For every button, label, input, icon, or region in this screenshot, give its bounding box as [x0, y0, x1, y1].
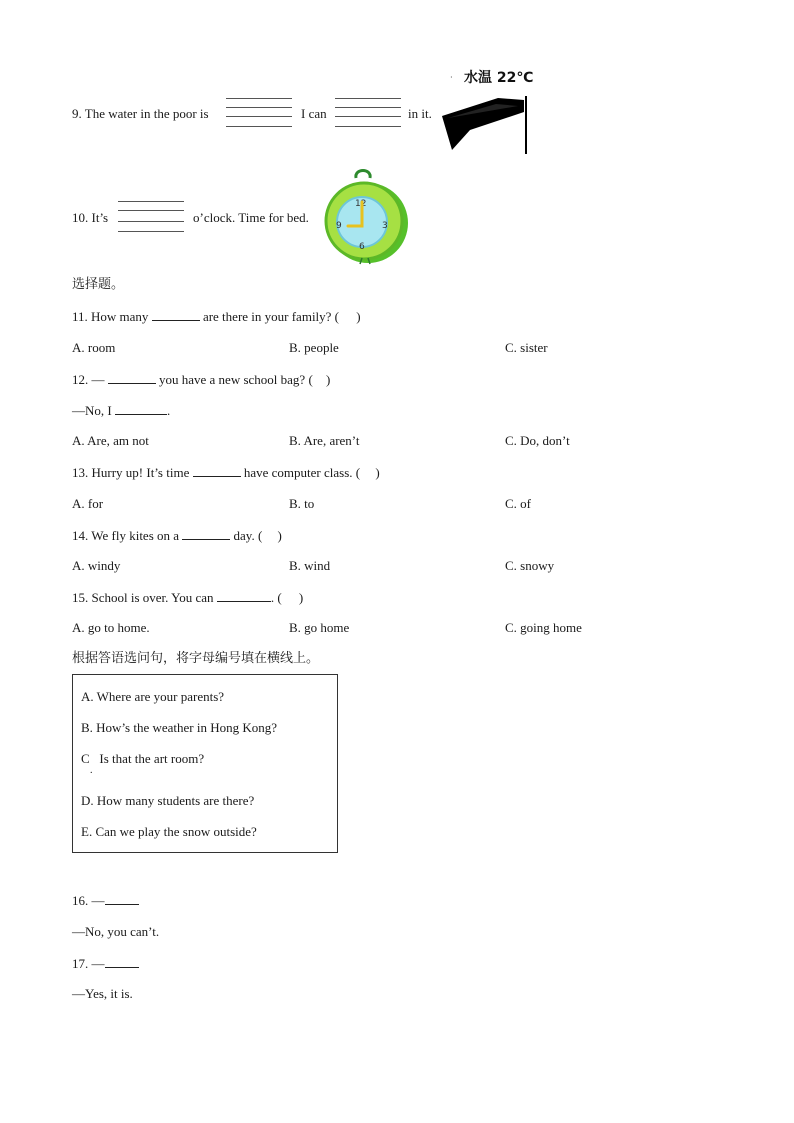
q9-number: 9.	[72, 106, 82, 121]
q15-stem	[72, 589, 303, 606]
q14-option-c[interactable]: C. snowy	[505, 558, 555, 573]
q16-blank[interactable]	[105, 892, 139, 905]
bank-item-b: B. How’s the weather in Hong Kong?	[81, 720, 278, 735]
q11-option-b[interactable]: B. people	[289, 340, 339, 355]
bank-item-e: E. Can we play the snow outside?	[81, 824, 257, 839]
q15-option-c[interactable]: C. going home	[505, 620, 582, 635]
section-match-title: 根据答语选问句，将字母编号填在横线上。	[72, 651, 320, 666]
q9-text-a: The water in the poor is	[84, 106, 209, 121]
q11-stem-b: are there in your family? (	[202, 309, 340, 324]
q12-option-a[interactable]: A. Are, am not	[72, 433, 149, 448]
q13-stem-a: 13. Hurry up! It’s time	[72, 465, 190, 480]
q12-stem-b: you have a new school bag? (	[159, 372, 313, 387]
q14-paren: )	[277, 528, 282, 543]
q14-blank[interactable]	[182, 527, 230, 540]
q13-stem-b: have computer class. (	[243, 465, 361, 480]
clock-hanging-loop	[356, 171, 370, 179]
clock-number-9: 9	[336, 221, 342, 231]
q12-option-b[interactable]: B. Are, aren’t	[289, 433, 360, 448]
q15-option-b[interactable]: B. go home	[289, 620, 350, 635]
q12-option-c[interactable]: C. Do, don’t	[505, 433, 570, 448]
q16-answer: —No, you can’t.	[72, 924, 160, 939]
pool-sign-dot: ·	[450, 73, 453, 82]
q17-answer: —Yes, it is.	[72, 986, 133, 1001]
clock-number-6: 6	[359, 242, 365, 252]
q16-prompt-text: 16. —	[72, 893, 105, 908]
q16-prompt	[72, 892, 139, 909]
q14-stem	[72, 527, 282, 544]
q9-line	[72, 106, 209, 122]
clock-number-12: 12	[355, 199, 367, 209]
q15-stem-b: . (	[270, 590, 282, 605]
q12-blank[interactable]	[108, 371, 156, 384]
q12-paren: )	[326, 372, 331, 387]
q10-line	[72, 210, 108, 226]
q9-text-c: in it.	[408, 106, 432, 121]
bank-item-c: C Is that the art room?	[81, 751, 205, 766]
q12-reply-a: —No, I	[72, 403, 112, 418]
q13-blank[interactable]	[193, 464, 241, 477]
question-bank-box	[72, 674, 338, 853]
q11-paren: )	[356, 309, 361, 324]
bank-stray-dot: .	[90, 765, 93, 776]
q11-blank[interactable]	[152, 308, 200, 321]
q13-option-c[interactable]: C. of	[505, 496, 531, 511]
q11-option-a[interactable]: A. room	[72, 340, 116, 355]
q12-reply-b: .	[166, 403, 171, 418]
q10-text-b: o’clock. Time for bed.	[193, 210, 309, 225]
q12-stem	[72, 371, 330, 388]
q11-stem-a: 11. How many	[72, 309, 149, 324]
q13-paren: )	[375, 465, 380, 480]
q17-prompt	[72, 955, 139, 972]
q17-blank[interactable]	[105, 955, 139, 968]
q10-text-a: It’s	[91, 210, 109, 225]
q17-prompt-text: 17. —	[72, 956, 105, 971]
pool-sign-label: 水温 22℃	[464, 70, 534, 86]
q10-number: 10.	[72, 210, 89, 225]
q13-option-b[interactable]: B. to	[289, 496, 315, 511]
q14-stem-b: day. (	[233, 528, 263, 543]
q14-option-a[interactable]: A. windy	[72, 558, 121, 573]
q15-paren: )	[298, 590, 304, 605]
q14-option-b[interactable]: B. wind	[289, 558, 331, 573]
q12-stem-a: 12. —	[72, 372, 105, 387]
q15-stem-a: 15. School is over. You can	[72, 590, 214, 605]
bank-item-a: A. Where are your parents?	[81, 689, 225, 704]
q11-option-c[interactable]: C. sister	[505, 340, 548, 355]
section-choice-title: 选择题。	[72, 277, 125, 292]
bank-item-d: D. How many students are there?	[81, 793, 255, 808]
q13-stem	[72, 464, 380, 481]
q9-text-b: I can	[301, 106, 327, 121]
clock-image	[318, 166, 414, 268]
q15-blank[interactable]	[217, 589, 271, 602]
q15-option-a[interactable]: A. go to home.	[72, 620, 150, 635]
q12-reply-blank[interactable]	[115, 402, 167, 415]
q13-option-a[interactable]: A. for	[72, 496, 104, 511]
q12-reply	[72, 402, 170, 419]
q11-stem	[72, 308, 361, 325]
q14-stem-a: 14. We fly kites on a	[72, 528, 180, 543]
swimming-pool-image	[438, 90, 530, 156]
clock-number-3: 3	[382, 221, 388, 231]
